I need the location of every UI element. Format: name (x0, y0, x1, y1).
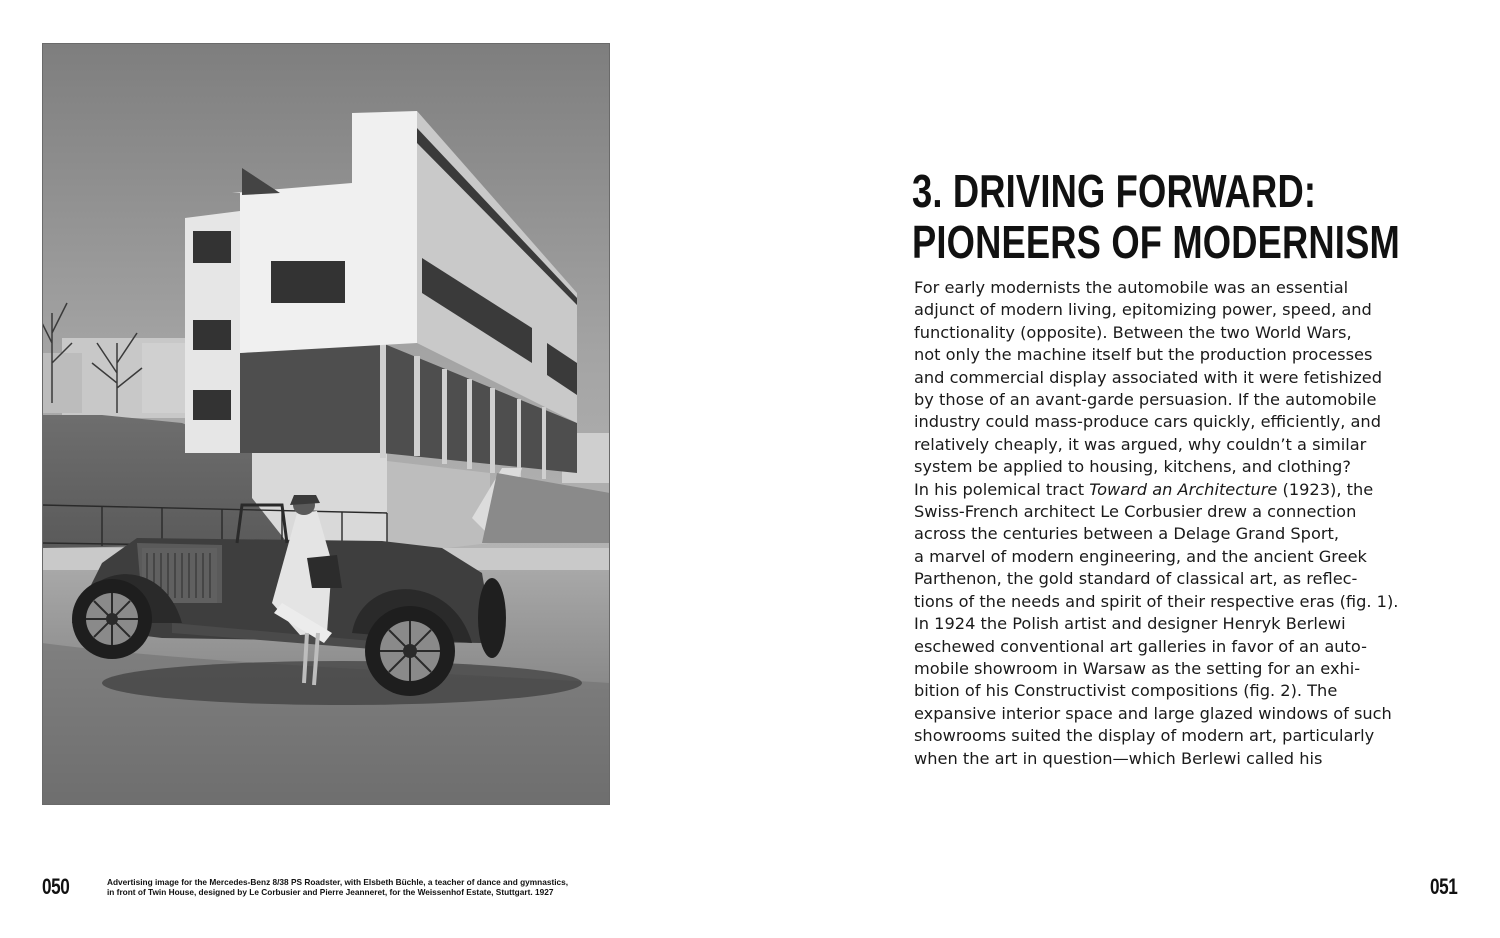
body-line: showrooms suited the display of modern art, particularly (914, 726, 1375, 746)
page-number-left: 050 (42, 874, 70, 899)
body-line: adjunct of modern living, epitomizing power, speed, and (914, 300, 1372, 320)
body-line: industry could mass-produce cars quickly, efficiently, and (914, 412, 1381, 432)
body-line: In 1924 the Polish artist and designer Henryk Berlewi (914, 614, 1346, 634)
body-line: and commercial display associated with it were fetishized (914, 367, 1383, 387)
body-line: Swiss-French architect Le Corbusier drew a connection (914, 502, 1357, 522)
body-line: expansive interior space and large glazed windows of such (914, 703, 1392, 723)
chapter-title-line: PIONEERS OF MODERNISM (912, 216, 1400, 268)
body-line: across the centuries between a Delage Grand Sport, (914, 524, 1339, 544)
body-line: not only the machine itself but the production processes (914, 345, 1373, 365)
body-paragraph (914, 277, 1434, 770)
body-line: bition of his Constructivist compositions (fig. 2). The (914, 681, 1338, 701)
body-line: when the art in question—which Berlewi called his (914, 748, 1323, 768)
body-line: Parthenon, the gold standard of classical art, as reflec- (914, 569, 1358, 589)
body-line: mobile showroom in Warsaw as the setting for an exhi- (914, 658, 1361, 678)
photo-caption (107, 877, 587, 897)
page-number-right: 051 (1430, 874, 1458, 899)
body-line: For early modernists the automobile was an essential (914, 278, 1349, 297)
body-text-run: In his polemical tract (914, 479, 1090, 499)
vintage-car-modernist-house-photo-icon (42, 43, 610, 805)
book-title-italic: Toward an Architecture (1089, 479, 1278, 499)
body-line: by those of an avant-garde persuasion. If the automobile (914, 390, 1377, 410)
caption-line: in front of Twin House, designed by Le Corbusier and Pierre Jeanneret, for the Weissenhof Estate, Stuttgart. 1927 (107, 887, 554, 897)
body-line: functionality (opposite). Between the two World Wars, (914, 322, 1352, 342)
body-line: eschewed conventional art galleries in favor of an auto- (914, 636, 1367, 656)
body-line: a marvel of modern engineering, and the ancient Greek (914, 546, 1367, 566)
archival-photo (42, 43, 610, 805)
caption-line: Advertising image for the Mercedes-Benz 8/38 PS Roadster, with Elsbeth Büchle, a teacher of dance and gymnastics, (107, 877, 569, 887)
body-line: relatively cheaply, it was argued, why couldn’t a similar (914, 434, 1367, 454)
body-text-run: (1923), the (1277, 479, 1374, 499)
chapter-title-line: 3. DRIVING FORWARD: (912, 165, 1317, 217)
body-line: system be applied to housing, kitchens, and clothing? (914, 457, 1351, 477)
body-line (914, 479, 1434, 501)
body-line: tions of the needs and spirit of their respective eras (fig. 1). (914, 591, 1399, 611)
chapter-title (912, 165, 1400, 268)
